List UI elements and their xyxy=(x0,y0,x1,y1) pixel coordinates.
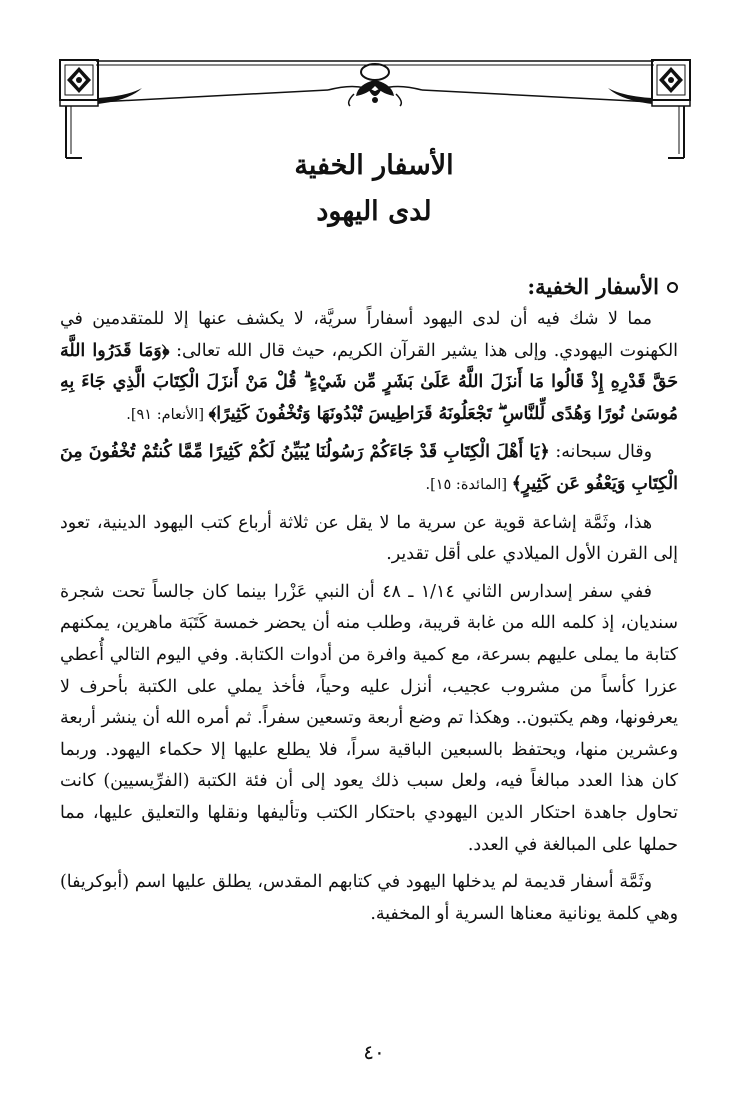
circle-bullet-icon xyxy=(667,282,678,293)
page-number: ٤٠ xyxy=(363,1040,385,1064)
section-heading-text: الأسفار الخفية: xyxy=(527,274,659,299)
quran-reference-2: [المائدة: ١٥]. xyxy=(425,476,512,493)
ornamental-header-frame xyxy=(58,58,692,160)
ornament-border-svg xyxy=(58,58,692,160)
chapter-title: الأسفار الخفية xyxy=(294,150,454,181)
paragraph-1-intro: مما لا شك فيه أن لدى اليهود أسفاراً سريَّة، لا يكشف عنها إلا للمتقدمين في الكهنوت اليهودي. وإلى هذا يشير القرآن الكريم، حيث قال الله تعالى: xyxy=(60,309,678,361)
right-corner-ornament xyxy=(422,60,690,158)
center-floral-ornament xyxy=(328,64,422,106)
paragraph-2 xyxy=(60,437,678,501)
paragraph-4: ففي سفر إسدارس الثاني ١/١٤ ـ ٤٨ أن النبي عَزْرا بينما كان جالساً تحت شجرة سنديان، إذ كلمه الله من غابة قريبة، وطلب منه أن يحضر خمسة كَتَبَة ماهرين، يمكنهم كتابة ما يملى عليهم بسرعة، مع كمية وافرة من أدوات الكتابة. وفي اليوم التالي أُعطي عزرا كأساً من مشروب عجيب، أنزل عليه وحياً، فأخذ يملي على الكتبة بأحرف لا يعرفونها، وهم يكتبون.. وهكذا تم وضع أربعة وتسعين سفراً. ثم أمره الله أن ينشر أربعة وعشرين منها، ويحتفظ بالسبعين الباقية سراً، فلا يطلع عليها إلا حكماء اليهود. وربما كان هذا العدد مبالغاً فيه، ولعل سبب ذلك يعود إلى أن فئة الكتبة (الفرِّيسيين) كانت تحاول جاهدة احتكار الدين اليهودي باحتكار الكتب وتأليفها ونقلها والتعليق عليها، مما حملها على المبالغة في العدد. xyxy=(60,581,678,855)
quran-reference-1: [الأنعام: ٩١]. xyxy=(126,406,209,423)
left-corner-ornament xyxy=(60,60,328,158)
paragraph-2-intro: وقال سبحانه: xyxy=(549,442,652,463)
quran-quote-2: ﴿يَا أَهْلَ الْكِتَابِ قَدْ جَاءَكُمْ رَسُولُنَا يُبَيِّنُ لَكُمْ كَثِيرًا مِّمَّا كُنتُمْ تُخْفُونَ مِنَ الْكِتَابِ وَيَعْفُو عَن كَثِيرٍ﴾ xyxy=(60,442,678,494)
paragraph-3: هذا، وثَمَّة إشاعة قوية عن سرية ما لا يقل عن ثلاثة أرباع كتب اليهود الدينية، تعود إلى القرن الأول الميلادي على أقل تقدير. xyxy=(60,512,678,565)
section-heading xyxy=(60,272,678,302)
quran-quote-1: ﴿وَمَا قَدَرُوا اللَّهَ حَقَّ قَدْرِهِ إِذْ قَالُوا مَا أَنزَلَ اللَّهُ عَلَىٰ بَشَرٍ مِّن شَيْءٍ ۗ قُلْ مَنْ أَنزَلَ الْكِتَابَ الَّذِي جَاءَ بِهِ مُوسَىٰ نُورًا وَهُدًى لِّلنَّاسِ ۖ تَجْعَلُونَهُ قَرَاطِيسَ تُبْدُونَهَا وَتُخْفُونَ كَثِيرًا﴾ xyxy=(60,340,678,424)
paragraph-1 xyxy=(60,304,678,431)
paragraph-5: وثَمَّة أسفار قديمة لم يدخلها اليهود في كتابهم المقدس، يطلق عليها اسم (أبوكريفا) وهي كلمة يونانية معناها السرية أو المخفية. xyxy=(60,872,678,924)
main-text xyxy=(60,272,678,930)
chapter-subtitle: لدى اليهود xyxy=(316,196,432,227)
